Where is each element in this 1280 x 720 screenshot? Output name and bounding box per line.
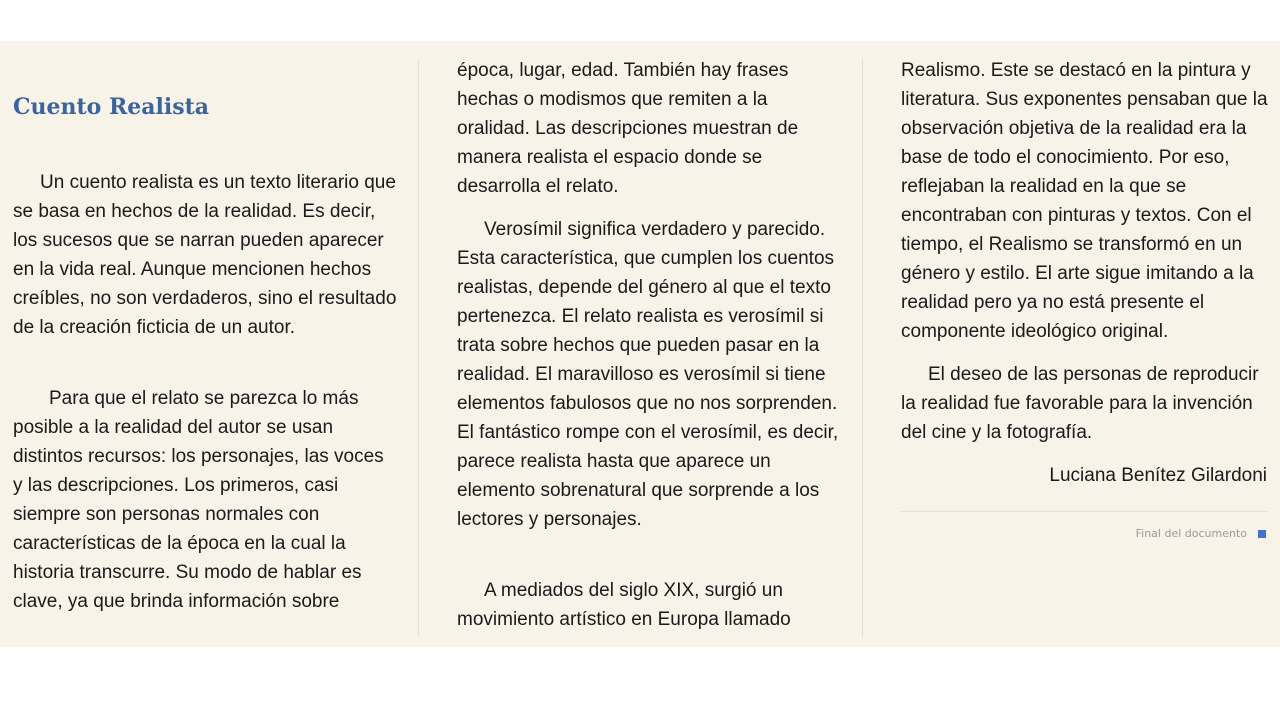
paragraph-2-continued: época, lugar, edad. También hay frases hechas o modismos que remiten a la oralidad. Las descripciones muestran de manera realista el espacio donde se desarrolla el relato. bbox=[457, 60, 799, 197]
document-title: Cuento Realista bbox=[13, 94, 210, 120]
end-square-icon bbox=[1258, 530, 1266, 538]
paragraph-5: El deseo de las personas de reproducir la realidad fue favorable para la invención del cine y la fotografía. bbox=[901, 364, 1259, 443]
document-page bbox=[0, 41, 1280, 647]
end-of-document-label: Final del documento bbox=[1135, 527, 1247, 540]
column-3 bbox=[901, 41, 1273, 647]
paragraph-4-continued: Realismo. Este se destacó en la pintura y literatura. Sus exponentes pensaban que la observación objetiva de la realidad era la base de todo el conocimiento. Por eso, reflejaban la realidad en la que se encontraban con pinturas y textos. Con el tiempo, el Realismo se transformó en un género y estilo. El arte sigue imitando a la realidad pero ya no está presente el componente ideológico original. bbox=[901, 60, 1268, 342]
column-divider bbox=[862, 59, 863, 637]
author-signature: Luciana Benítez Gilardoni bbox=[1049, 465, 1267, 486]
column-1 bbox=[13, 41, 398, 647]
paragraph-2: Para que el relato se parezca lo más posible a la realidad del autor se usan distintos recursos: los personajes, las voces y las descripciones. Los primeros, casi siempre son personas normales con características de la época en la cual la historia transcurre. Su modo de hablar es clave, ya que brinda información sobre bbox=[13, 388, 384, 612]
end-divider bbox=[901, 511, 1267, 512]
end-of-document-marker bbox=[1136, 527, 1266, 541]
column-divider bbox=[418, 59, 419, 637]
paragraph-3: Verosímil significa verdadero y parecido. Esta característica, que cumplen los cuentos realistas, depende del género al que el texto pertenezca. El relato realista es verosímil si trata sobre hechos que pueden pasar en la realidad. El maravilloso es verosímil si tiene elementos fabulosos que no nos sorprenden. El fantástico rompe con el verosímil, es decir, parece realista hasta que aparece un elemento sobrenatural que sorprende a los lectores y personajes. bbox=[457, 219, 839, 530]
paragraph-1: Un cuento realista es un texto literario que se basa en hechos de la realidad. Es decir, los sucesos que se narran pueden aparecer en la vida real. Aunque mencionen hechos creíbles, no son verdaderos, sino el resultado de la creación ficticia de un autor. bbox=[13, 172, 397, 338]
paragraph-4: A mediados del siglo XIX, surgió un movimiento artístico en Europa llamado bbox=[457, 580, 791, 630]
column-2 bbox=[457, 41, 842, 647]
